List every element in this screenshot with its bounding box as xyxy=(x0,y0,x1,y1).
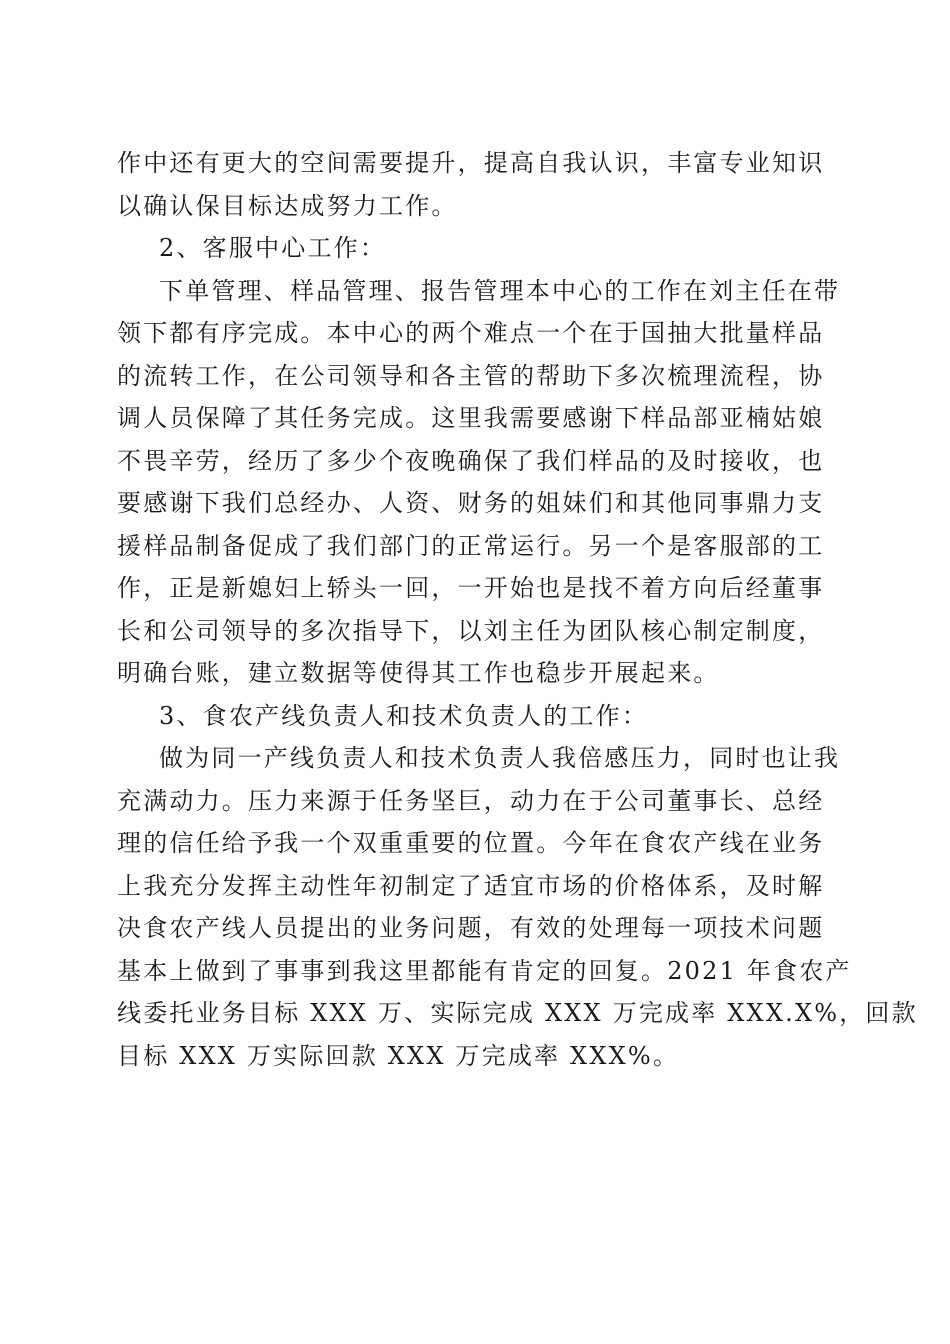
section-heading: 2、客服中心工作： xyxy=(159,234,387,262)
text-line: 以确认保目标达成努力工作。 xyxy=(117,191,458,220)
text-line: 明确台账，建立数据等使得其工作也稳步开展起来。 xyxy=(117,659,720,687)
text-line: 充满动力。压力来源于任务坚巨，动力在于公司董事长、总经 xyxy=(117,786,825,815)
text-line: 领下都有序完成。本中心的两个难点一个在于国抽大批量样品 xyxy=(117,319,825,347)
text-line: 的流转工作，在公司领导和各主管的帮助下多次梳理流程，协 xyxy=(117,361,825,390)
text-line: 要感谢下我们总经办、人资、财务的姐妹们和其他同事鼎力支 xyxy=(117,489,825,517)
text-line: 基本上做到了事事到我这里都能有肯定的回复。2021 年食农产 xyxy=(117,956,852,985)
text-line: 不畏辛劳，经历了多少个夜晚确保了我们样品的及时接收，也 xyxy=(117,446,825,475)
text-line: 决食农产线人员提出的业务问题，有效的处理每一项技术问题 xyxy=(117,914,825,942)
text-line: 长和公司领导的多次指导下，以刘主任为团队核心制定制度， xyxy=(117,616,825,645)
text-line: 援样品制备促成了我们部门的正常运行。另一个是客服部的工 xyxy=(117,531,825,560)
text-line: 目标 XXX 万实际回款 XXX 万完成率 XXX%。 xyxy=(117,1041,680,1070)
text-line: 理的信任给予我一个双重重要的位置。今年在食农产线在业务 xyxy=(117,829,825,857)
text-line: 调人员保障了其任务完成。这里我需要感谢下样品部亚楠姑娘 xyxy=(117,404,825,432)
document-body xyxy=(117,142,918,1077)
text-line: 作中还有更大的空间需要提升，提高自我认识，丰富专业知识 xyxy=(117,149,825,177)
text-line: 上我充分发挥主动性年初制定了适宜市场的价格体系，及时解 xyxy=(117,871,825,900)
text-line: 作，正是新媳妇上轿头一回，一开始也是找不着方向后经董事 xyxy=(117,574,825,602)
section-heading: 3、食农产线负责人和技术负责人的工作： xyxy=(159,701,649,730)
text-line: 下单管理、样品管理、报告管理本中心的工作在刘主任在带 xyxy=(159,276,841,305)
text-line: 做为同一产线负责人和技术负责人我倍感压力，同时也让我 xyxy=(159,744,841,772)
text-line: 线委托业务目标 XXX 万、实际完成 XXX 万完成率 XXX.X%，回款 xyxy=(117,999,918,1027)
